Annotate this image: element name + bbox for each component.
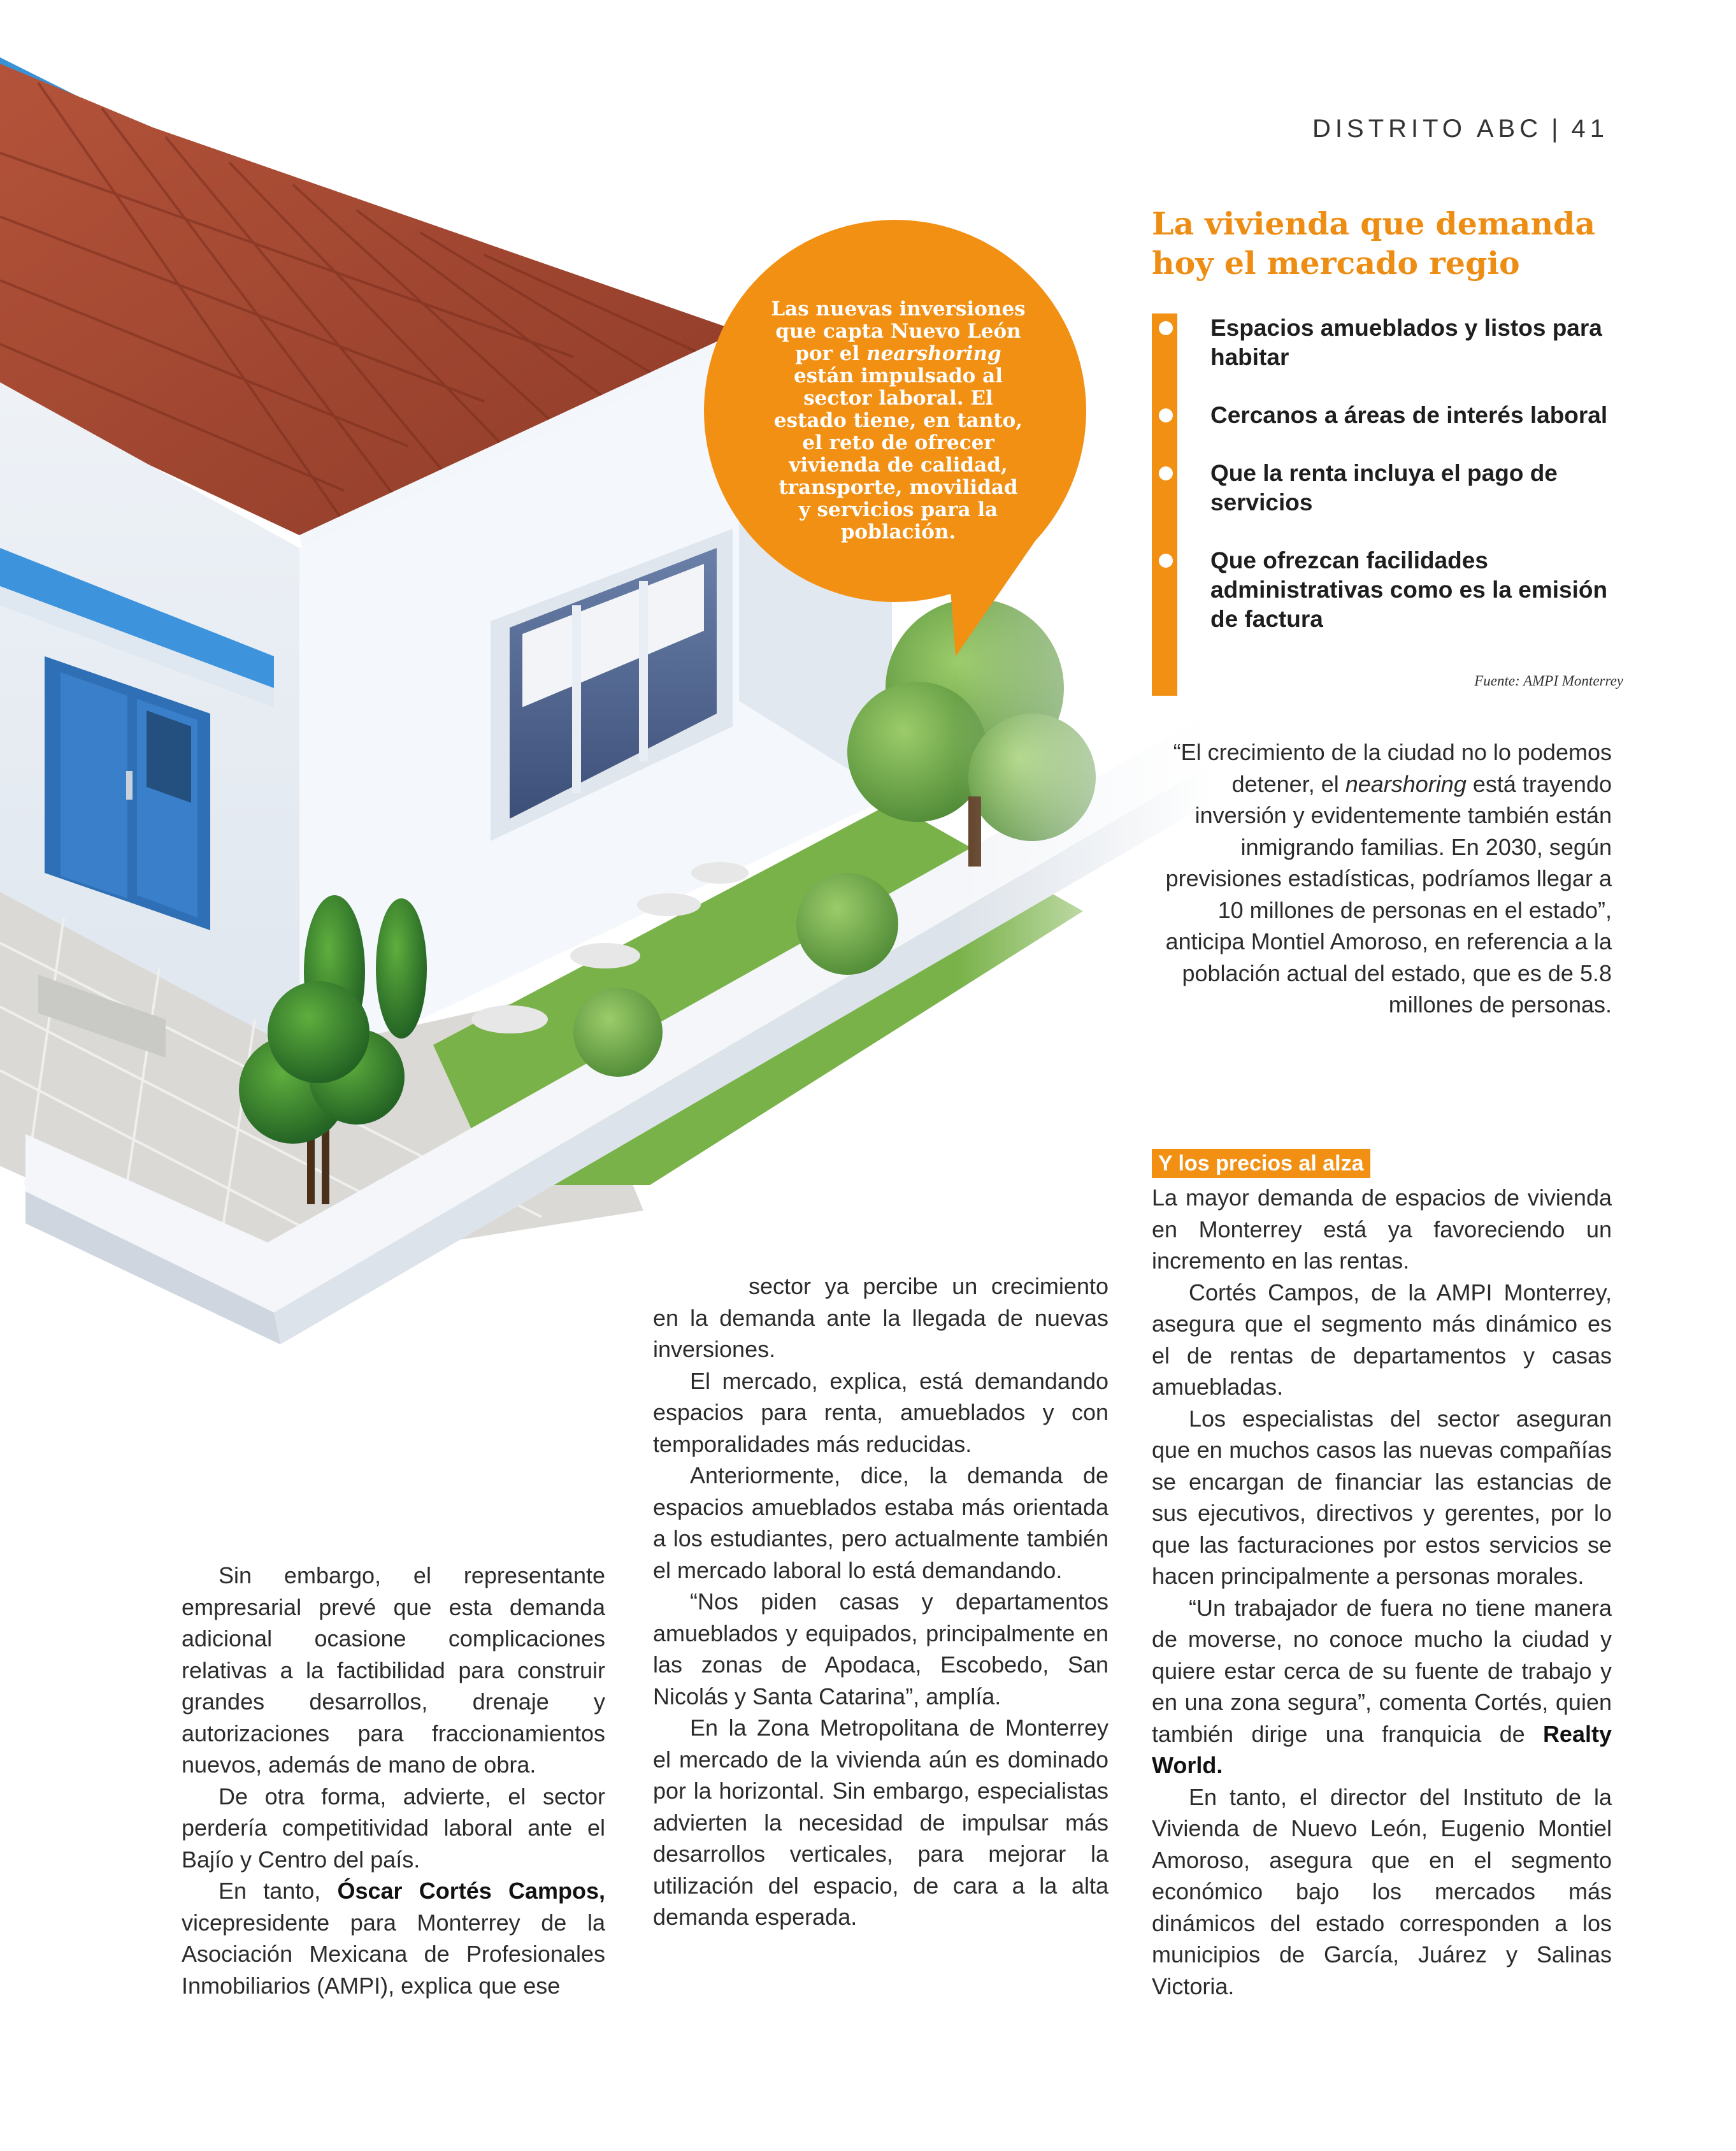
sidebar-accent-bar bbox=[1152, 313, 1177, 696]
subheading: Y los precios al alza bbox=[1152, 1149, 1370, 1178]
pull-quote-bubble bbox=[704, 217, 1086, 656]
text-column-3 bbox=[1152, 1182, 1612, 2002]
paragraph: sector ya percibe un crecimiento en la demanda ante la llegada de nuevas inversiones. bbox=[653, 1273, 1108, 1362]
subheading-wrap bbox=[1152, 1149, 1370, 1178]
paragraph: Sin embargo, el representante empresarial prevé que esta demanda adicional ocasione complicaciones relativas a la factibilidad para construir grandes desarrollos, drenaje y autorizaciones para fraccionamientos nuevos, además de mano de obra. bbox=[182, 1562, 605, 1778]
sidebar-list-container bbox=[1152, 313, 1623, 696]
paragraph: En la Zona Metropolitana de Monterrey el mercado de la vivienda aún es dominado por la horizontal. Sin embargo, especialistas advierten la necesidad de impulsar más desarrollos verticales, para mejorar la utilización del espacio, de cara a la alta demanda esperada. bbox=[653, 1715, 1108, 1930]
paragraph: Los especialistas del sector aseguran que en muchos casos las nuevas compañías se encargan de financiar las estancias de sus ejecutivos, directivos y gerentes, por lo que las facturaciones por estos servicios se hacen principalmente a personas morales. bbox=[1152, 1405, 1612, 1589]
header-separator: | bbox=[1551, 115, 1563, 143]
text-column-2 bbox=[653, 1270, 1108, 1933]
paragraph: La mayor demanda de espacios de vivienda en Monterrey está ya favoreciendo un incremento en las rentas. bbox=[1152, 1184, 1612, 1274]
running-header bbox=[1312, 115, 1609, 143]
sidebar-title: La vivienda que demanda hoy el mercado regio bbox=[1152, 205, 1596, 282]
quote-paragraph: “El crecimiento de la ciudad no lo podemos detener, el nearshoring está trayendo inversión y evidentemente también están inmigrando familias. En 2030, según previsiones estadísticas, podríamos llegar a 10 millones de personas en el estado”, anticipa Montiel Amoroso, en referencia a la población actual del estado, que es de 5.8 millones de personas. bbox=[1165, 739, 1612, 1018]
paragraph: Anteriormente, dice, la demanda de espacios amueblados estaba más orientada a los estudiantes, pero actualmente también el mercado laboral lo está demandando. bbox=[653, 1462, 1108, 1583]
paragraph: En tanto, el director del Instituto de la Vivienda de Nuevo León, Eugenio Montiel Amoroso, asegura que en el segmento económico bajo los mercados más dinámicos del estado corresponden a los municipios de García, Juárez y Salinas Victoria. bbox=[1152, 1783, 1612, 1999]
paragraph: Cortés Campos, de la AMPI Monterrey, asegura que el segmento más dinámico es el de rentas de departamentos y casas amuebladas. bbox=[1152, 1279, 1612, 1400]
quote-emphasis: nearshoring bbox=[1345, 770, 1467, 797]
section-name: DISTRITO ABC bbox=[1312, 115, 1543, 143]
quote-paragraph-block bbox=[1140, 737, 1612, 1021]
sidebar-box bbox=[1152, 204, 1623, 696]
bubble-text: Las nuevas inversiones que capta Nuevo León por el nearshoring están impulsado al sector laboral. El estado tiene, en tanto, el reto de ofrecer vivienda de calidad, transporte, movilidad y servicios para la población. bbox=[771, 298, 1026, 543]
paragraph: “Un trabajador de fuera no tiene manera de moverse, no conoce mucho la ciudad y quiere estar cerca de su fuente de trabajo y en una zona segura”, comenta Cortés, quien también dirige una franquicia de Realty World. bbox=[1152, 1594, 1612, 1778]
paragraph: El mercado, explica, está demandando espacios para renta, amueblados y con temporalidades más reducidas. bbox=[653, 1367, 1108, 1457]
paragraph: En tanto, Óscar Cortés Campos, vicepresidente para Monterrey de la Asociación Mexicana de Profesionales Inmobiliarios (AMPI), explica que ese bbox=[182, 1878, 605, 1999]
list-item: Que la renta incluya el pago de servicios bbox=[1210, 459, 1623, 517]
paragraph: De otra forma, advierte, el sector perdería competitividad laboral ante el Bajío y Centro del país. bbox=[182, 1783, 605, 1873]
page-number: 41 bbox=[1571, 115, 1609, 143]
list-item: Espacios amueblados y listos para habitar bbox=[1210, 313, 1623, 372]
paragraph: “Nos piden casas y departamentos amueblados y equipados, principalmente en las zonas de Apodaca, Escobedo, San Nicolás y Santa Catarina”, amplía. bbox=[653, 1588, 1108, 1709]
list-item: Cercanos a áreas de interés laboral bbox=[1210, 401, 1623, 430]
house-illustration bbox=[0, 0, 1210, 1434]
list-item: Que ofrezcan facilidades administrativas como es la emisión de factura bbox=[1210, 546, 1623, 634]
text-column-1 bbox=[182, 1560, 605, 2001]
bullet-icon bbox=[1159, 408, 1173, 422]
bubble-emphasis: nearshoring bbox=[866, 342, 1001, 365]
bullet-icon bbox=[1159, 466, 1173, 480]
bold-company-name: Realty World. bbox=[1152, 1720, 1612, 1778]
bullet-icon bbox=[1159, 554, 1173, 568]
bullet-icon bbox=[1159, 321, 1173, 335]
sidebar-source: Fuente: AMPI Monterrey bbox=[1474, 673, 1623, 689]
bold-person-name: Óscar Cortés Campos, bbox=[337, 1878, 605, 1904]
